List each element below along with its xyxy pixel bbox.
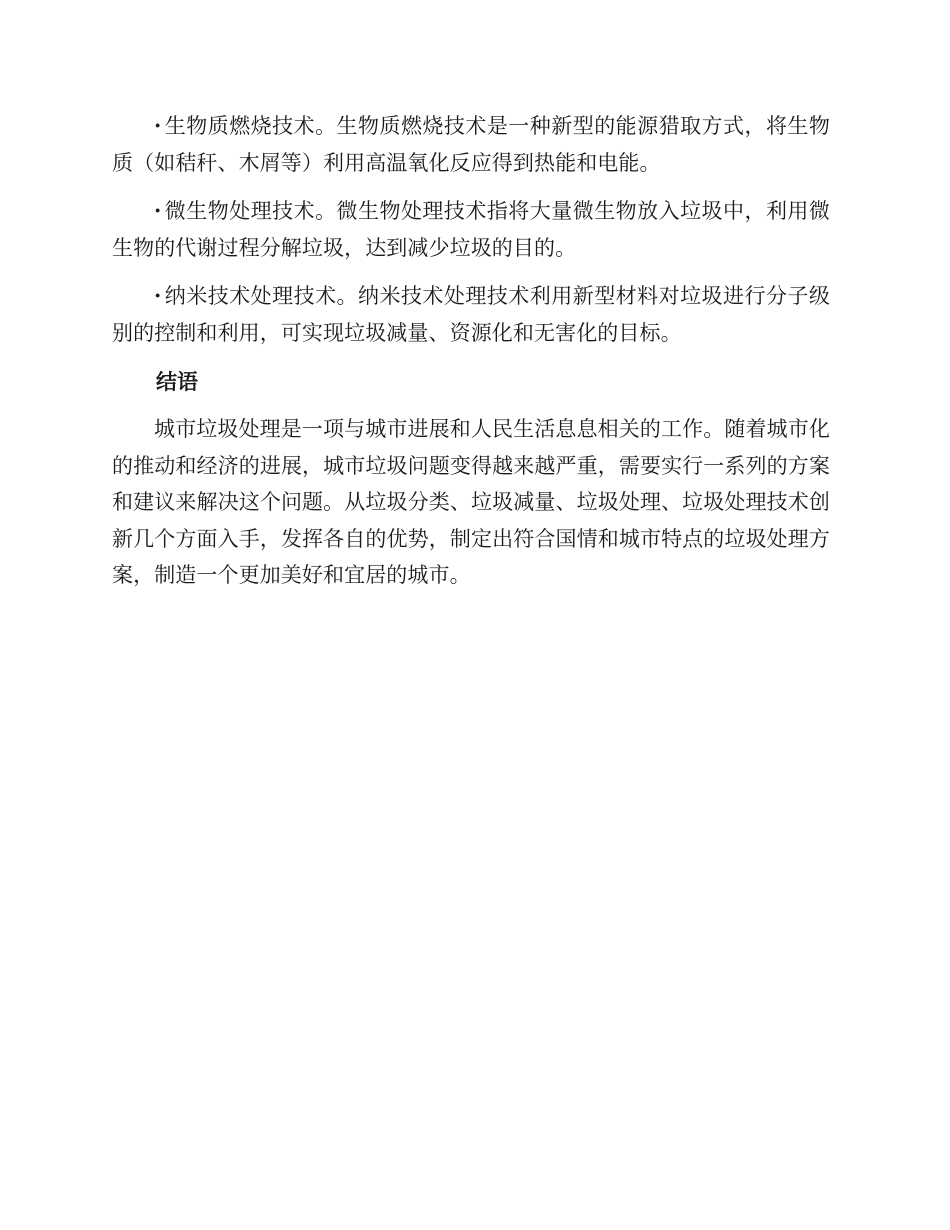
bullet-text: 微生物处理技术。微生物处理技术指将大量微生物放入垃圾中，利用微生物的代谢过程分解垃圾，达到减少垃圾的目的。: [112, 199, 830, 260]
bullet-text: 纳米技术处理技术。纳米技术处理技术利用新型材料对垃圾进行分子级别的控制和利用，可实现垃圾减量、资源化和无害化的目标。: [112, 284, 830, 345]
bullet-marker: ·: [154, 283, 162, 308]
bullet-paragraph-nano: [112, 278, 830, 351]
bullet-marker: ·: [154, 198, 162, 223]
bullet-paragraph-microbial: [112, 193, 830, 266]
bullet-text: 生物质燃烧技术。生物质燃烧技术是一种新型的能源猎取方式，将生物质（如秸秆、木屑等）利用高温氧化反应得到热能和电能。: [112, 114, 830, 175]
document-page: [112, 108, 830, 606]
conclusion-paragraph: 城市垃圾处理是一项与城市进展和人民生活息息相关的工作。随着城市化的推动和经济的进展，城市垃圾问题变得越来越严重，需要实行一系列的方案和建议来解决这个问题。从垃圾分类、垃圾减量、垃圾处理、垃圾处理技术创新几个方面入手，发挥各自的优势，制定出符合国情和城市特点的垃圾处理方案，制造一个更加美好和宜居的城市。: [112, 417, 830, 587]
section-heading-conclusion: 结语: [156, 370, 198, 394]
bullet-marker: ·: [154, 113, 162, 138]
bullet-paragraph-biomass: [112, 108, 830, 181]
